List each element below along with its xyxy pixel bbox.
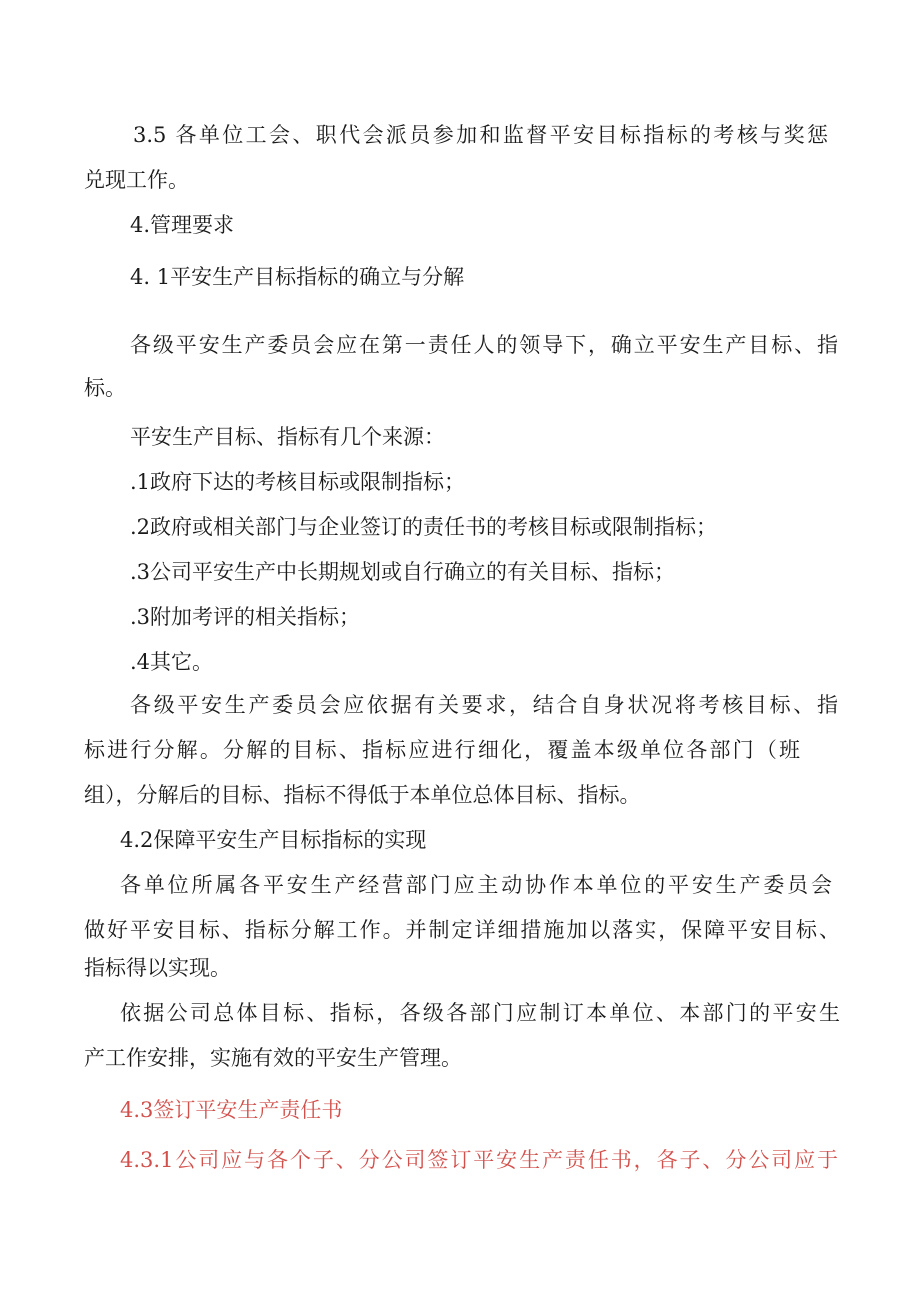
paragraph-3-line-2: 标进行分解。分解的目标、指标应进行细化，覆盖本级单位各部门（班 [84,738,800,762]
section-3-5-line-1: 3.5 各单位工会、职代会派员参加和监督平安目标指标的考核与奖惩 [133,123,828,147]
heading-4-3: 4.3签订平安生产责任书 [120,1098,343,1122]
source-item-4: .3附加考评的相关指标； [130,605,361,629]
paragraph-5-line-2: 产工作安排，实施有效的平安生产管理。 [84,1046,462,1070]
paragraph-5-line-1: 依据公司总体目标、指标，各级各部门应制订本单位、本部门的平安生 [120,1001,840,1025]
source-item-5: .4其它。 [130,650,214,674]
source-item-2: .2政府或相关部门与企业签订的责任书的考核目标或限制指标； [130,515,718,539]
source-item-1: .1政府下达的考核目标或限制指标； [130,470,466,494]
heading-4-2: 4.2保障平安生产目标指标的实现 [120,828,427,852]
paragraph-3-line-1: 各级平安生产委员会应依据有关要求，结合自身状况将考核目标、指 [130,693,838,717]
paragraph-4-line-3: 指标得以实现。 [84,956,231,980]
section-4-3-1-line-1: 4.3.1公司应与各个子、分公司签订平安生产责任书，各子、分公司应于 [120,1148,838,1172]
paragraph-2: 平安生产目标、指标有几个来源： [130,425,445,449]
paragraph-1-line-1: 各级平安生产委员会应在第一责任人的领导下，确立平安生产目标、指 [130,333,838,357]
section-3-5-line-2: 兑现工作。 [84,168,189,192]
source-item-3: .3公司平安生产中长期规划或自行确立的有关目标、指标； [130,560,676,584]
paragraph-1-line-2: 标。 [84,376,126,400]
heading-4-1: 4. 1平安生产目标指标的确立与分解 [130,265,465,289]
paragraph-4-line-1: 各单位所属各平安生产经营部门应主动协作本单位的平安生产委员会 [120,873,832,897]
paragraph-4-line-2: 做好平安目标、指标分解工作。并制定详细措施加以落实，保障平安目标、 [84,918,840,942]
heading-4: 4.管理要求 [130,213,235,237]
paragraph-3-line-3: 组），分解后的目标、指标不得低于本单位总体目标、指标。 [84,783,641,807]
